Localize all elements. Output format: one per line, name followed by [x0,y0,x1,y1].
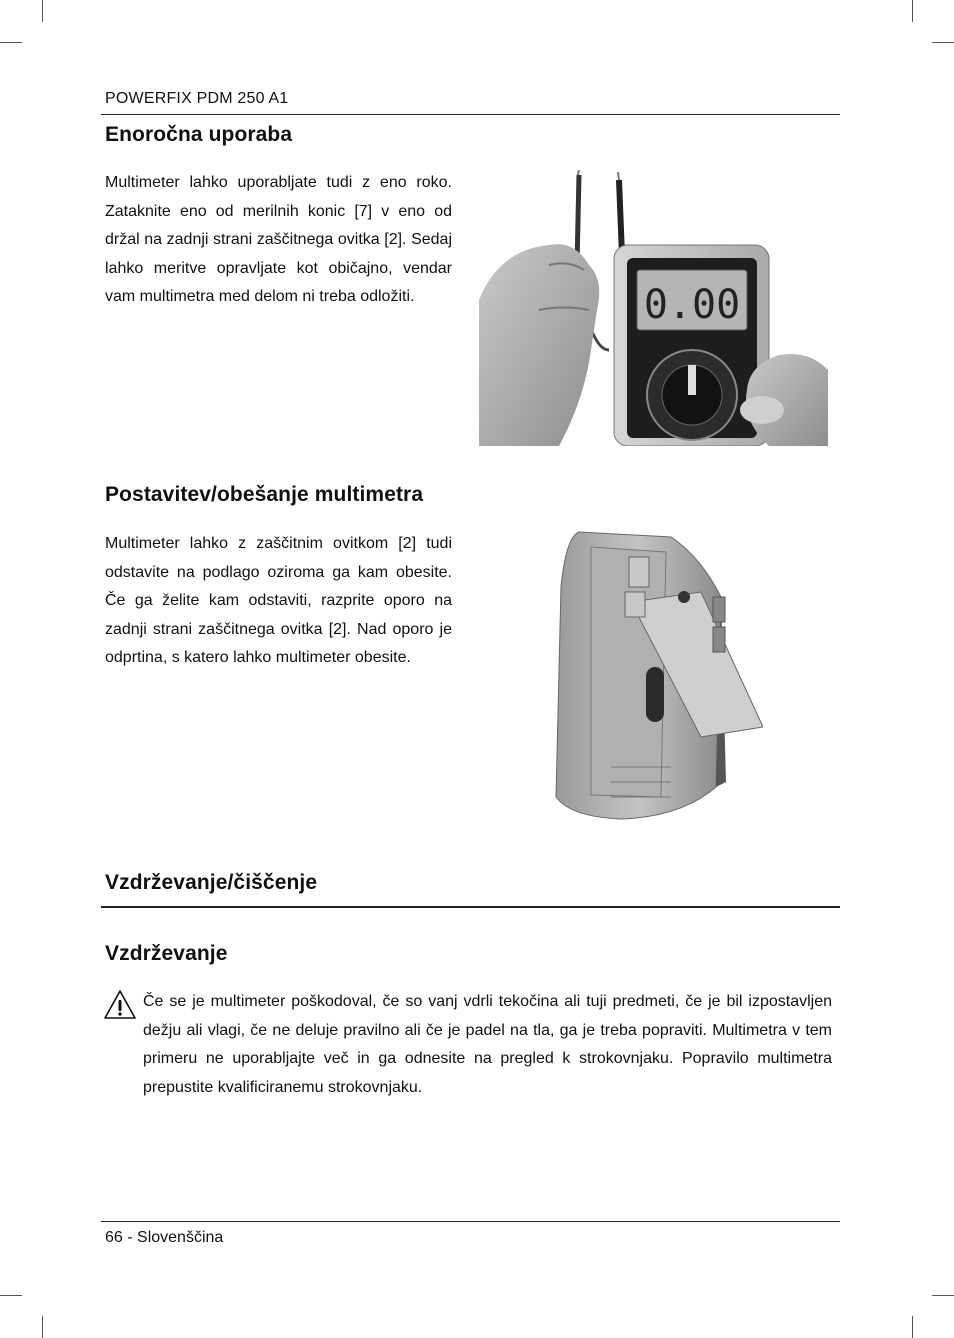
heading-one-hand-use: Enoročna uporaba [105,123,293,146]
running-header: POWERFIX PDM 250 A1 [105,90,289,107]
crop-mark [0,1295,22,1296]
crop-mark [0,42,22,43]
paragraph-maintenance-warning: Če se je multimeter poškodoval, če so vanj vdrli tekočina ali tuji predmeti, če je bil izpostavljen dežju ali vlagi, če ne deluje pravilno ali če je padel na tla, ga je treba popraviti. Multimetra v tem primeru ne uporabljajte več in ga odnesite na pregled k strokovnjaku. Popravilo multimetra prepustite kvalificiranemu strokovnjaku. [143,993,832,1096]
header-rule [101,114,840,115]
crop-mark [42,1316,43,1338]
paragraph-stand-hang: Multimeter lahko z zaščitnim ovitkom [2] tudi odstavite na podlago oziroma ga kam obesite. Če ga želite kam odstaviti, razprite oporo na zadnji strani zaščitnega ovitka [2]. Nad oporo je odprtina, s katero lahko multimeter obesite. [105,535,452,667]
heading-maintenance: Vzdrževanje [105,942,228,965]
multimeter-stand-photo [551,527,763,821]
crop-mark [932,1295,954,1296]
heading-maintenance-cleaning: Vzdrževanje/čiščenje [105,871,318,894]
display-reading: 0.00 [643,282,741,328]
section-rule [101,906,840,908]
paragraph-one-hand-use: Multimeter lahko uporabljate tudi z eno roko. Zataknite eno od merilnih konic [7] v eno od držal na zadnji strani zaščitnega ovitka [2]. Sedaj lahko meritve opravljate kot običajno, vendar vam multimetra med delom ni treba odložiti. [105,174,452,306]
footer-rule [101,1221,840,1222]
page-number: 66 - Slovenščina [105,1229,224,1246]
warning-triangle-icon [103,989,137,1021]
crop-mark [912,0,913,22]
heading-stand-hang: Postavitev/obešanje multimetra [105,483,424,506]
crop-mark [912,1316,913,1338]
crop-mark [42,0,43,22]
multimeter-in-hand-photo [479,170,828,446]
crop-mark [932,42,954,43]
